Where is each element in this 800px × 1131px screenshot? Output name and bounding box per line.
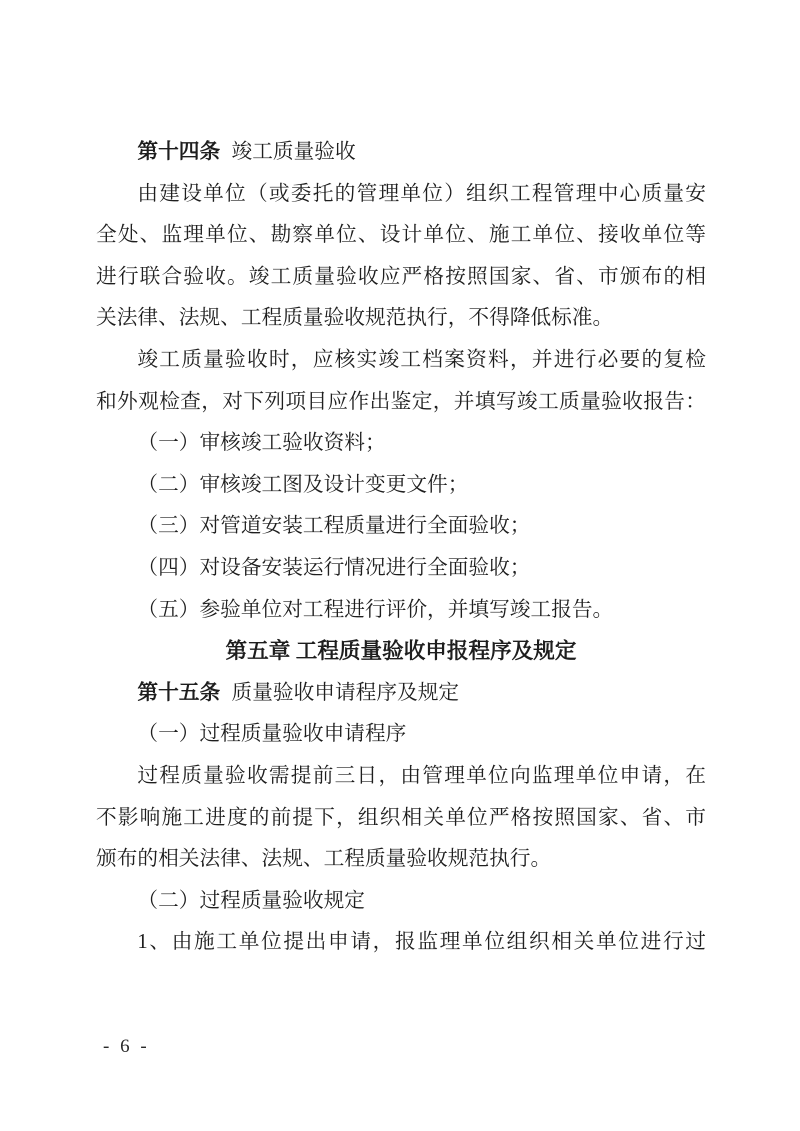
paragraph-line: 全处、监理单位、勘察单位、设计单位、施工单位、接收单位等 [96,224,706,247]
list-item-1: （一）审核竣工验收资料； [137,432,386,455]
document-body [96,132,706,964]
article-15-title: 质量验收申请程序及规定 [231,681,460,704]
paragraph-line: 竣工质量验收时，应核实竣工档案资料，并进行必要的复检 [137,348,706,371]
paragraph-line: 关法律、法规、工程质量验收规范执行，不得降低标准。 [96,307,614,330]
page-number: - 6 - [103,1036,150,1057]
article-14-title: 竣工质量验收 [231,141,356,163]
article-14-heading [96,132,706,174]
paragraph-line: 不影响施工进度的前提下，组织相关单位严格按照国家、省、市 [96,806,706,829]
article-15-number: 第十五条 [137,681,221,704]
paragraph-line: 和外观检查，对下列项目应作出鉴定，并填写竣工质量验收报告： [96,390,706,413]
list-item-2: （二）审核竣工图及设计变更文件； [137,473,469,496]
paragraph-line: 颁布的相关法律、法规、工程质量验收规范执行。 [96,848,552,871]
list-item-5: （五）参验单位对工程进行评价，并填写竣工报告。 [137,598,614,621]
list-item-4: （四）对设备安装运行情况进行全面验收； [137,556,531,579]
article-15-heading [96,673,706,715]
sub-item-1-heading: （一）过程质量验收申请程序 [137,723,407,746]
paragraph-line: 进行联合验收。竣工质量验收应严格按照国家、省、市颁布的相 [96,265,706,288]
chapter-5-heading: 第五章 工程质量验收申报程序及规定 [225,639,577,664]
article-14-number: 第十四条 [137,141,221,163]
sub-item-2-heading: （二）过程质量验收规定 [137,889,365,912]
paragraph-line: 过程质量验收需提前三日，由管理单位向监理单位申请，在 [137,764,706,787]
list-item-3: （三）对管道安装工程质量进行全面验收； [137,515,531,538]
paragraph-line: 由建设单位（或委托的管理单位）组织工程管理中心质量安 [137,182,706,205]
numbered-item-1: 1、由施工单位提出申请，报监理单位组织相关单位进行过 [137,931,706,954]
